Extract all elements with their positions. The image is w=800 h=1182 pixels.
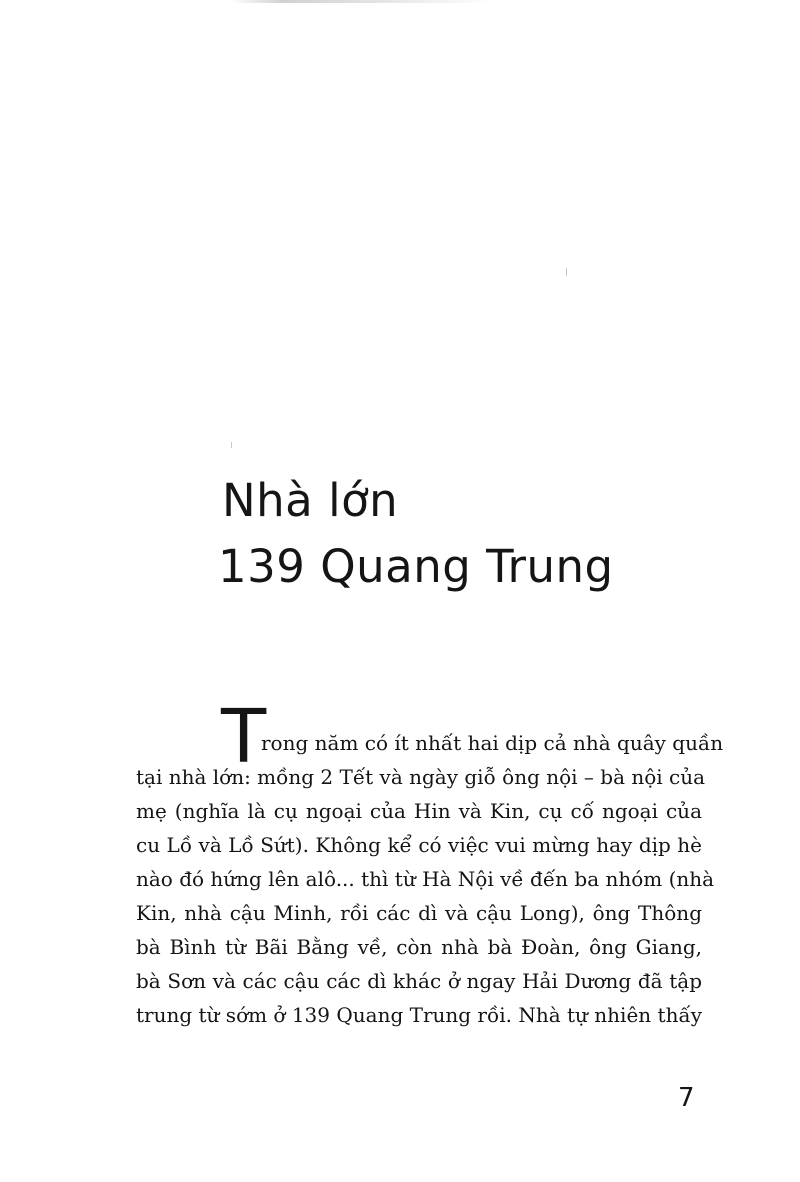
body-paragraph xyxy=(136,726,724,1032)
chapter-title xyxy=(218,468,738,600)
body-line: cu Lồ và Lồ Sứt). Không kể có việc vui mừng hay dịp hè xyxy=(136,833,702,857)
page-number: 7 xyxy=(678,1083,695,1113)
drop-cap: T xyxy=(221,694,267,780)
chapter-title-line-2: 139 Quang Trung xyxy=(218,540,614,593)
body-line: trung từ sớm ở 139 Quang Trung rồi. Nhà tự nhiên thấy xyxy=(136,1003,702,1027)
body-line: bà Bình từ Bãi Bằng về, còn nhà bà Đoàn, ông Giang, xyxy=(136,935,702,959)
body-line: nào đó hứng lên alô... thì từ Hà Nội về đến ba nhóm (nhà xyxy=(136,867,715,891)
scan-speck xyxy=(231,442,232,448)
body-line: bà Sơn và các cậu các dì khác ở ngay Hải Dương đã tập xyxy=(136,969,702,993)
body-line: Kin, nhà cậu Minh, rồi các dì và cậu Long), ông Thông xyxy=(136,901,702,925)
body-line: rong năm có ít nhất hai dịp cả nhà quây quần xyxy=(261,731,724,755)
body-line: mẹ (nghĩa là cụ ngoại của Hin và Kin, cụ cố ngoại của xyxy=(136,799,702,823)
scan-edge-mark xyxy=(230,0,490,3)
scan-speck xyxy=(566,268,567,276)
body-line: tại nhà lớn: mồng 2 Tết và ngày giỗ ông nội – bà nội của xyxy=(136,765,706,789)
chapter-title-line-1: Nhà lớn xyxy=(222,474,399,527)
